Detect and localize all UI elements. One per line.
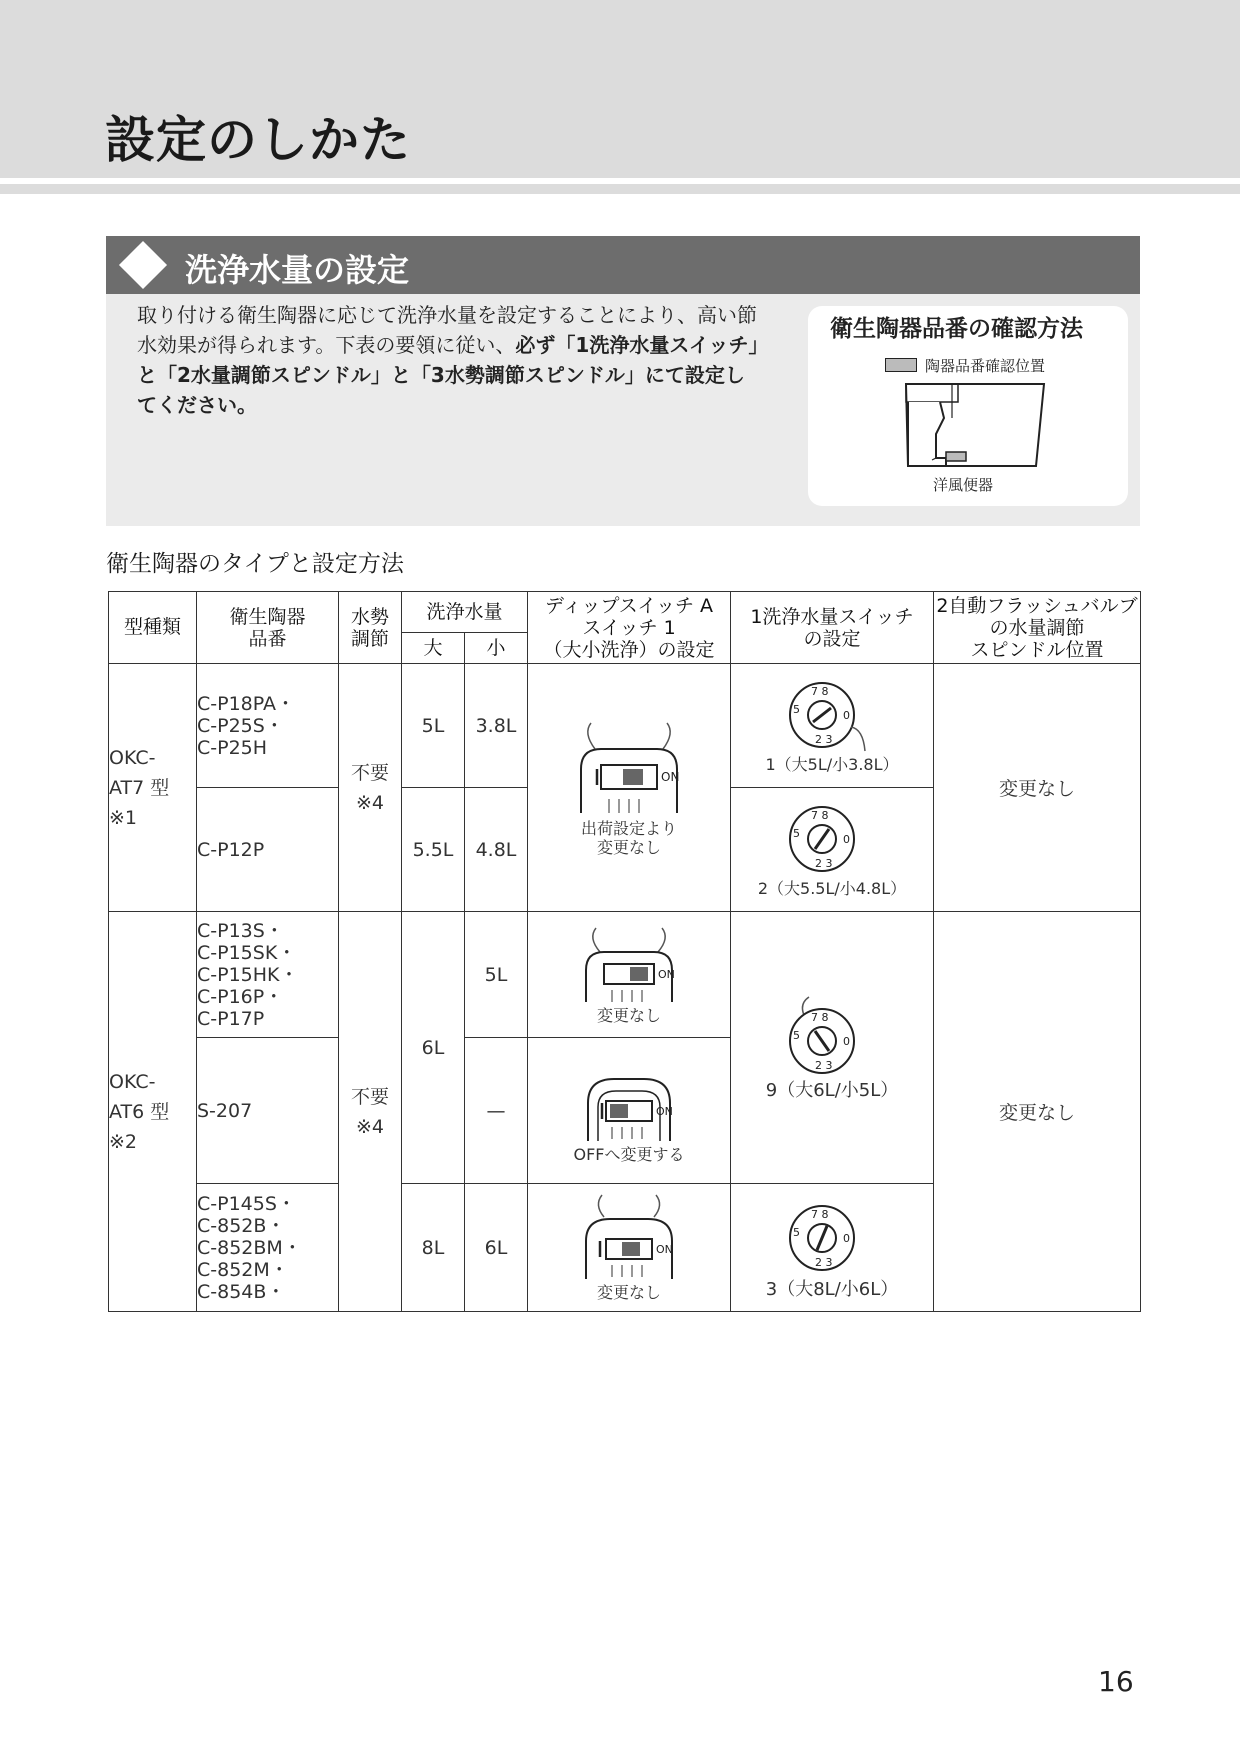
large-volume-cell: 5.5L: [402, 788, 465, 912]
intro-text-part: 水効果が得られます。下表の要領に従い、: [137, 333, 516, 357]
small-volume-cell: —: [465, 1038, 528, 1184]
model-text: C-P16P・: [197, 985, 284, 1008]
small-volume-cell: 5L: [465, 912, 528, 1038]
header-spindle: [934, 592, 1141, 664]
intro-line: てください。: [137, 393, 257, 417]
svg-text:5: 5: [793, 1226, 801, 1239]
dial-cell: [731, 788, 934, 912]
svg-text:0: 0: [843, 1035, 851, 1048]
intro-text: [137, 300, 787, 420]
model-cell: [197, 1184, 339, 1312]
intro-line: [137, 330, 787, 360]
svg-text:ON: ON: [656, 1105, 673, 1118]
small-volume-cell: 4.8L: [465, 788, 528, 912]
svg-text:2 3: 2 3: [815, 1059, 833, 1072]
svg-text:0: 0: [843, 709, 851, 722]
svg-text:2 3: 2 3: [815, 1256, 833, 1269]
dip-cell: [528, 912, 731, 1038]
dip-switch-icon: [569, 719, 689, 819]
model-cell: [197, 664, 339, 788]
dip-caption: 変更なし: [597, 1006, 662, 1025]
header-text: ディップスイッチ A: [545, 594, 714, 617]
toilet-label: 洋風便器: [933, 476, 994, 494]
header-text: 2自動フラッシュバルブ: [936, 594, 1138, 617]
model-text: C-P13S・: [197, 919, 284, 942]
header-text: 調節: [350, 627, 389, 650]
header-text: （大小洗浄）の設定: [543, 638, 715, 661]
header-text: スピンドル位置: [970, 638, 1104, 661]
model-cell: [197, 1038, 339, 1184]
dial-cell: [731, 664, 934, 788]
header-divider-band: [0, 184, 1240, 194]
type-text: AT7 型: [109, 776, 170, 799]
svg-text:ON: ON: [658, 968, 675, 981]
type-cell-at7: [109, 664, 197, 912]
type-text: AT6 型: [109, 1100, 170, 1123]
model-text: C-P12P: [197, 838, 265, 861]
table-heading: 衛生陶器のタイプと設定方法: [106, 551, 404, 577]
settings-table: [108, 591, 1141, 1312]
force-cell: [339, 664, 402, 912]
dip-cell: [528, 664, 731, 912]
header-text: 水勢: [350, 605, 389, 628]
svg-text:5: 5: [793, 827, 801, 840]
large-volume-cell: 5L: [402, 664, 465, 788]
dial-caption: 9（大6L/小5L）: [765, 1080, 899, 1101]
dip-cell: [528, 1038, 731, 1184]
model-cell: [197, 788, 339, 912]
svg-text:5: 5: [793, 703, 801, 716]
large-volume-cell: 6L: [402, 912, 465, 1184]
header-text: 品番: [248, 627, 287, 650]
dial-cell: [731, 1184, 934, 1312]
model-text: C-P15HK・: [197, 963, 299, 986]
header-dip: [528, 592, 731, 664]
dip-caption: 変更なし: [597, 837, 662, 857]
legend-text: 陶器品番確認位置: [925, 357, 1046, 375]
dip-switch-icon: [574, 1193, 684, 1283]
svg-text:ON: ON: [661, 769, 680, 784]
legend-swatch: [885, 358, 917, 372]
page-number: 16: [1098, 1665, 1134, 1698]
type-cell-at6: [109, 912, 197, 1312]
spindle-cell: 変更なし: [934, 664, 1141, 912]
svg-text:0: 0: [843, 1232, 851, 1245]
header-text: の水量調節: [989, 616, 1085, 639]
model-text: C-P145S・: [197, 1192, 296, 1215]
header-text: の設定: [803, 627, 861, 650]
type-text: OKC-: [109, 1070, 156, 1093]
rotary-dial-icon: [777, 1196, 887, 1280]
model-text: C-P15SK・: [197, 941, 297, 964]
type-text: ※1: [109, 806, 138, 829]
small-volume-cell: 6L: [465, 1184, 528, 1312]
toilet-diagram: [890, 378, 1050, 468]
dip-switch-icon: [574, 1057, 684, 1145]
model-text: C-852BM・: [197, 1236, 302, 1259]
rotary-dial-icon: [777, 677, 887, 755]
svg-text:2 3: 2 3: [815, 733, 833, 746]
header-volume: 洗浄水量: [402, 592, 528, 633]
dip-cell: [528, 1184, 731, 1312]
dip-caption: OFFへ変更する: [573, 1145, 685, 1164]
model-text: S-207: [197, 1099, 253, 1122]
header-text: 衛生陶器: [229, 605, 306, 628]
type-text: OKC-: [109, 746, 156, 769]
svg-text:7 8: 7 8: [811, 809, 829, 822]
rotary-dial-icon: [777, 995, 887, 1081]
svg-text:7 8: 7 8: [811, 1208, 829, 1221]
force-text: 不要: [350, 1085, 389, 1108]
dial-caption: 1（大5L/小3.8L）: [765, 755, 899, 774]
force-text: 不要: [350, 761, 389, 784]
model-text: C-852M・: [197, 1258, 289, 1281]
type-text: ※2: [109, 1130, 138, 1153]
model-text: C-852B・: [197, 1214, 286, 1237]
model-text: C-P25H: [197, 736, 268, 759]
page-title: 設定のしかた: [105, 111, 411, 169]
dip-switch-icon: [574, 924, 684, 1006]
model-cell: [197, 912, 339, 1038]
header-text: 1洗浄水量スイッチ: [750, 605, 914, 628]
large-volume-cell: 8L: [402, 1184, 465, 1312]
confirm-title: 衛生陶器品番の確認方法: [830, 316, 1083, 342]
intro-line: 取り付ける衛生陶器に応じて洗浄水量を設定することにより、高い節: [137, 303, 757, 327]
header-large: 大: [402, 633, 465, 664]
small-volume-cell: 3.8L: [465, 664, 528, 788]
header-small: 小: [465, 633, 528, 664]
intro-emphasis: 必ず「1洗浄水量スイッチ」: [515, 333, 769, 357]
dial-cell: [731, 912, 934, 1184]
svg-text:7 8: 7 8: [811, 685, 829, 698]
header-switch1: [731, 592, 934, 664]
section-title: 洗浄水量の設定: [185, 251, 410, 289]
dip-caption: 出荷設定より: [581, 818, 678, 838]
dip-caption: 変更なし: [597, 1283, 662, 1302]
header-force: [339, 592, 402, 664]
model-text: C-P25S・: [197, 714, 284, 737]
model-text: C-P17P: [197, 1007, 265, 1030]
force-text: ※4: [355, 1115, 384, 1138]
force-cell: [339, 912, 402, 1312]
header-type: 型種類: [109, 592, 197, 664]
model-text: C-P18PA・: [197, 692, 295, 715]
dial-caption: 2（大5.5L/小4.8L）: [757, 879, 907, 898]
svg-text:0: 0: [843, 833, 851, 846]
model-text: C-854B・: [197, 1280, 286, 1303]
svg-text:5: 5: [793, 1029, 801, 1042]
rotary-dial-icon: [777, 801, 887, 879]
spindle-cell: 変更なし: [934, 912, 1141, 1312]
svg-text:2 3: 2 3: [815, 857, 833, 870]
header-model: [197, 592, 339, 664]
header-text: スイッチ 1: [582, 616, 676, 639]
dial-caption: 3（大8L/小6L）: [765, 1279, 899, 1300]
intro-line: と「2水量調節スピンドル」と「3水勢調節スピンドル」にて設定し: [137, 363, 745, 387]
svg-text:7 8: 7 8: [811, 1011, 829, 1024]
svg-text:ON: ON: [656, 1243, 673, 1256]
force-text: ※4: [355, 791, 384, 814]
